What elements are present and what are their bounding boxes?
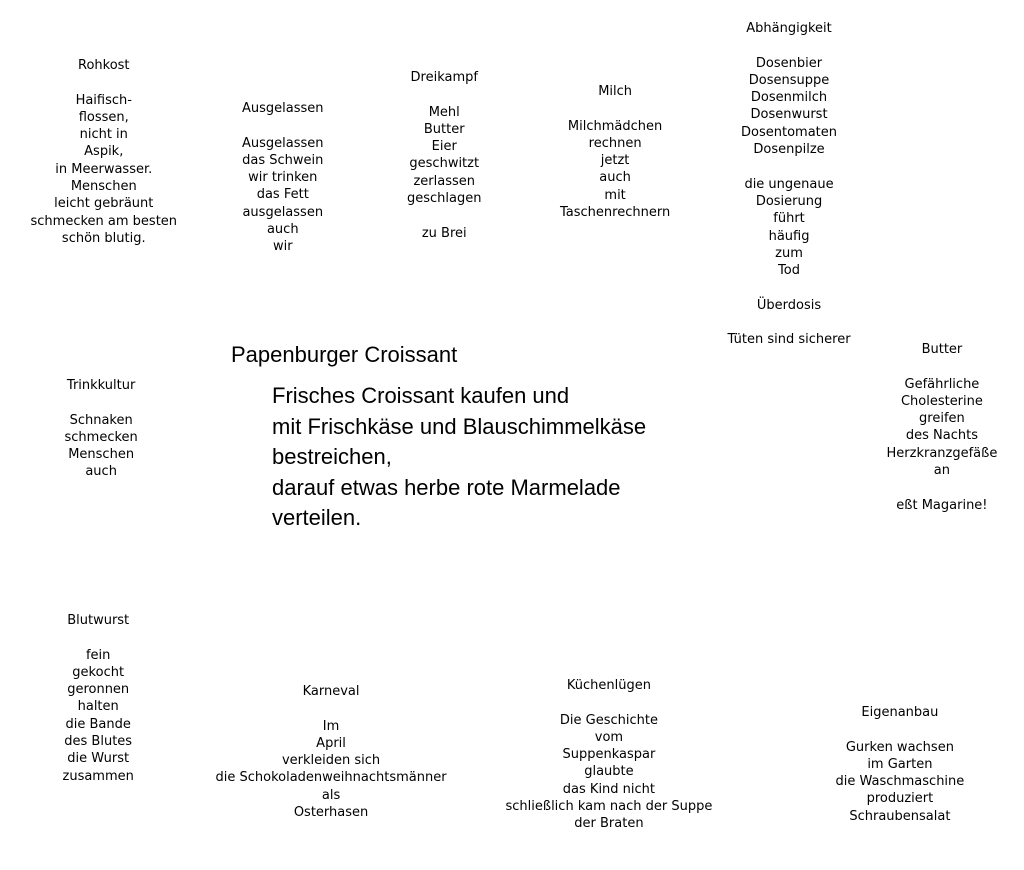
poem-line: geronnen (67, 682, 130, 698)
poem-line: Tod (778, 263, 800, 279)
poem-line: Dosentomaten (741, 124, 838, 140)
poem-title: Blutwurst (67, 613, 130, 628)
poem-line: die ungenaue (744, 176, 834, 192)
poem-line: Tüten sind sicherer (727, 332, 851, 348)
center-text-line: verteilen. (272, 505, 362, 531)
poem-line: Im (322, 718, 340, 734)
center-title: Papenburger Croissant (231, 342, 458, 367)
poem-line: geschwitzt (409, 156, 480, 172)
poem-line: Haifisch- (75, 92, 132, 108)
poem-line: Menschen (68, 447, 135, 463)
poem-line: als (321, 787, 341, 803)
poem-line: das Fett (256, 187, 309, 203)
poem-line: jetzt (600, 153, 630, 169)
poem-abhaengigkeit (728, 20, 851, 349)
poem-line: schließlich kam nach der Suppe (505, 799, 713, 815)
center-text-line: bestreichen, (272, 444, 392, 470)
poem-line: flossen, (78, 109, 129, 125)
poem-line: halten (77, 699, 119, 715)
poem-title: Milch (598, 84, 633, 99)
poem-title: Eigenanbau (861, 705, 939, 720)
poem-line: Menschen (70, 179, 137, 195)
poem-line: schmecken (64, 429, 138, 445)
poem-spacer (63, 629, 134, 646)
poem-line: Mehl (428, 104, 460, 120)
poem-spacer (887, 358, 998, 375)
poem-line: des Nachts (905, 428, 978, 444)
poem-spacer (728, 37, 851, 54)
poem-line: zum (775, 245, 803, 261)
poem-line: in Meerwasser. (55, 161, 153, 177)
poem-spacer (506, 694, 713, 711)
poem-blutwurst (63, 612, 134, 785)
poem-line: häufig (768, 228, 810, 244)
poem-line: Überdosis (756, 297, 822, 313)
poem-spacer (407, 207, 481, 224)
poem-line: der Braten (574, 816, 644, 832)
poem-line: die Schokoladenweihnachtsmänner (215, 770, 447, 786)
poem-trinkkultur (65, 377, 138, 481)
poem-line: Schraubensalat (849, 808, 951, 824)
center-text-line: darauf etwas herbe rote Marmelade (272, 474, 621, 500)
poem-line: wir trinken (248, 170, 318, 186)
poem-ausgelassen (242, 100, 324, 256)
poem-eigenanbau (836, 704, 965, 825)
poem-line: April (316, 735, 346, 751)
poem-line: ausgelassen (242, 204, 324, 220)
poem-spacer (407, 86, 481, 103)
poem-line: schmecken am besten (30, 213, 178, 229)
poem-line: glaubte (584, 764, 634, 780)
poem-line: Osterhasen (293, 805, 369, 821)
poem-line: auch (85, 464, 117, 480)
poem-line: Schnaken (69, 412, 133, 428)
poem-line: fein (85, 647, 111, 663)
poem-line: schön blutig. (61, 230, 146, 246)
poem-line: geschlagen (407, 191, 482, 207)
poem-line: Aspik, (84, 144, 124, 160)
poem-title: Karneval (302, 684, 360, 699)
poem-spacer (560, 100, 670, 117)
poem-dreikampf (407, 69, 481, 242)
poem-milch (560, 83, 670, 221)
poem-karneval (216, 683, 447, 821)
poem-line: Dosenpilze (753, 142, 825, 158)
poem-spacer (728, 279, 851, 296)
poem-line: Gefährliche (904, 376, 980, 392)
center-text-line: Frisches Croissant kaufen und (272, 383, 570, 408)
poem-line: vom (594, 729, 624, 745)
poem-spacer (242, 117, 324, 134)
poem-spacer (31, 74, 178, 91)
poem-line: zusammen (62, 768, 134, 784)
poem-line: das Schwein (242, 152, 324, 168)
poem-kuechenluegen (506, 677, 713, 833)
poem-line: Ausgelassen (242, 135, 324, 151)
poem-title: Ausgelassen (242, 101, 324, 116)
poem-spacer (728, 314, 851, 331)
poem-title: Rohkost (78, 58, 130, 73)
poem-title: Dreikampf (410, 70, 478, 85)
poem-line: Die Geschichte (559, 712, 658, 728)
poem-line: nicht in (79, 127, 128, 143)
center-text (272, 381, 646, 534)
poem-line: Milchmädchen (567, 118, 663, 134)
poem-line: eßt Magarine! (896, 497, 988, 513)
poem-rohkost (31, 57, 178, 247)
poem-title: Butter (921, 342, 963, 357)
poem-line: Herzkranzgefäße (886, 445, 998, 461)
poem-line: verkleiden sich (281, 753, 381, 769)
poem-line: gekocht (72, 664, 125, 680)
poem-line: die Bande (65, 716, 131, 732)
poem-title: Trinkkultur (66, 378, 136, 393)
poem-line: Dosensuppe (748, 72, 830, 88)
poem-line: an (933, 463, 951, 479)
poem-line: zu Brei (421, 225, 467, 241)
poem-line: Dosenmilch (750, 90, 828, 106)
poem-line: rechnen (588, 135, 642, 151)
poem-line: auch (266, 222, 299, 238)
poem-line: Cholesterine (900, 393, 983, 409)
poem-line: die Waschmaschine (835, 774, 965, 790)
poem-line: das Kind nicht (562, 781, 656, 797)
poem-line: auch (599, 170, 631, 186)
poem-line: Butter (423, 121, 465, 137)
poem-line: Suppenkaspar (562, 747, 656, 763)
poem-line: Dosenwurst (750, 107, 828, 123)
poem-line: Gurken wachsen (845, 739, 954, 755)
center-text-line: mit Frischkäse und Blauschimmelkäse (272, 413, 647, 439)
poem-line: des Blutes (64, 734, 133, 750)
poem-title: Küchenlügen (566, 678, 651, 693)
poem-line: zerlassen (413, 173, 475, 189)
poem-spacer (887, 479, 998, 496)
poem-spacer (65, 394, 138, 411)
poem-line: führt (773, 211, 805, 227)
poem-line: wir (272, 239, 293, 255)
poem-line: produziert (866, 791, 934, 807)
poem-line: im Garten (867, 756, 933, 772)
poem-line: Taschenrechnern (560, 205, 671, 221)
poem-title: Abhängigkeit (746, 21, 832, 36)
poem-spacer (728, 158, 851, 175)
poem-line: Dosierung (755, 193, 823, 209)
poem-butter (887, 341, 998, 514)
poem-spacer (836, 721, 965, 738)
poem-line: Dosenbier (755, 55, 823, 71)
poem-line: Eier (431, 139, 457, 155)
poem-line: leicht gebräunt (54, 196, 154, 212)
poem-line: greifen (919, 411, 965, 427)
poem-line: mit (604, 187, 626, 203)
poem-line: die Wurst (67, 751, 130, 767)
poem-spacer (216, 700, 447, 717)
